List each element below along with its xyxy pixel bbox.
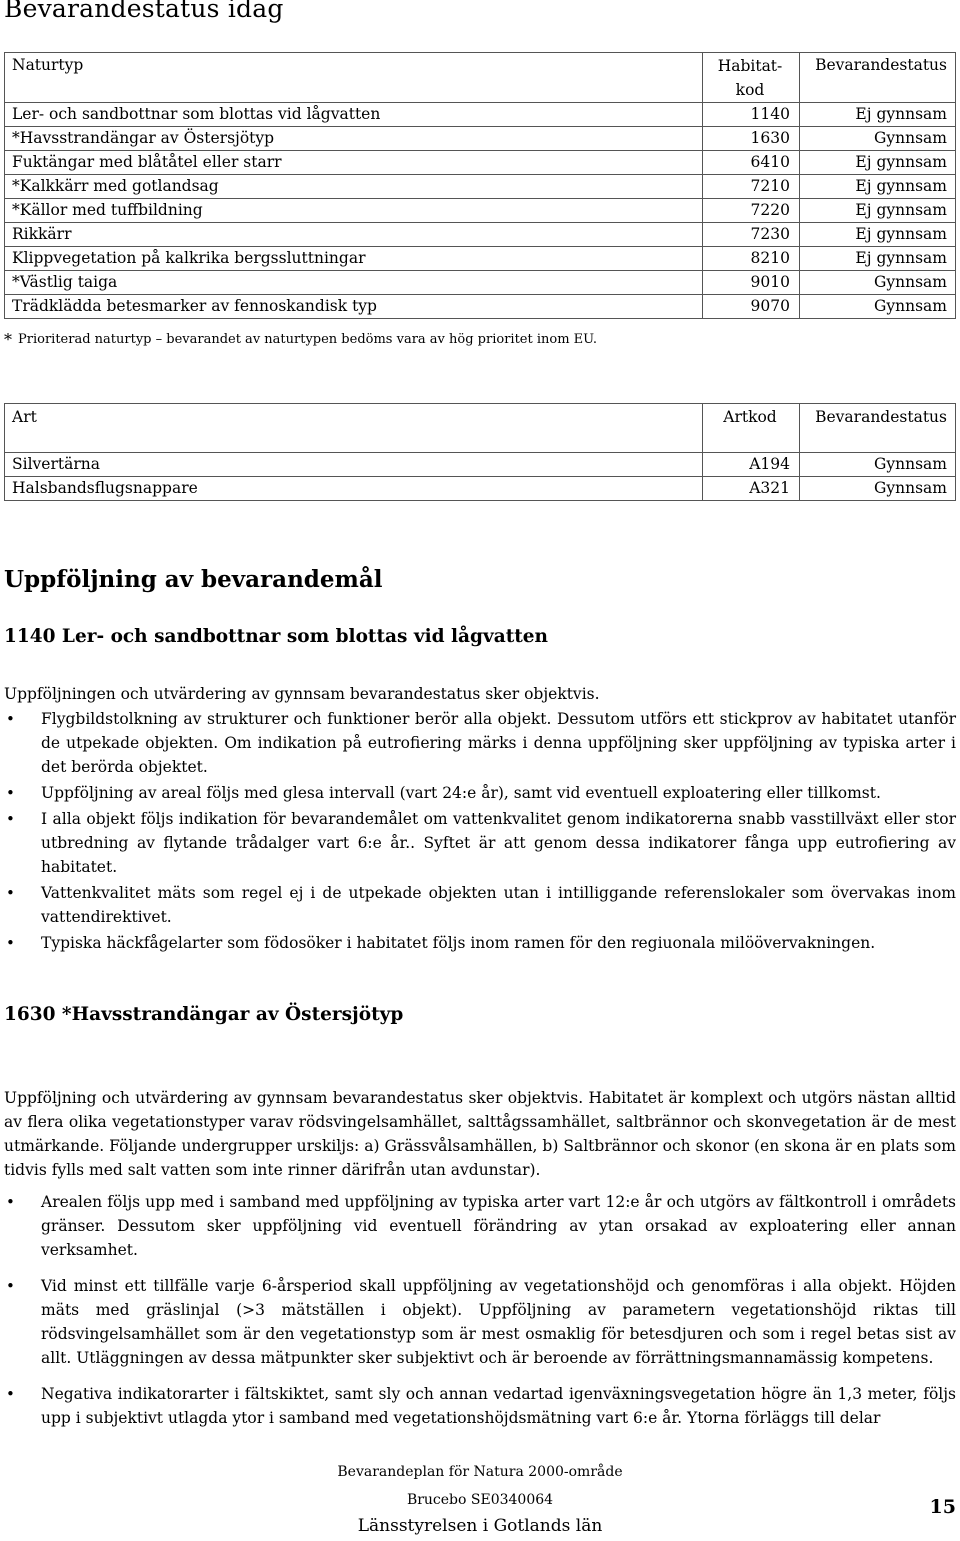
habitat-code-header-text: Habitat-kod: [717, 57, 783, 99]
bullet-list-1140: [0, 707, 956, 955]
cell-type: Rikkärr: [5, 223, 703, 247]
paragraph-1140-intro: Uppföljningen och utvärdering av gynnsam bevarandestatus sker objektvis.: [4, 685, 600, 703]
heading-1140: 1140 Ler- och sandbottnar som blottas vid lågvatten: [4, 626, 549, 647]
cell-code: 1630: [703, 127, 800, 151]
list-item: • Arealen följs upp med i samband med uppföljning av typiska arter vart 12:e år och utgörs av fältkontroll i områdets gränser. Dessutom sker uppföljning vid eventuell förändring av ytan orsakad av exploatering eller annan verksamhet.: [0, 1190, 956, 1262]
table-row: [5, 199, 956, 223]
cell-status: Ej gynnsam: [800, 151, 956, 175]
footer-authority: Länsstyrelsen i Gotlands län: [357, 1516, 603, 1536]
cell-code: 1140: [703, 103, 800, 127]
priority-footnote: [4, 328, 597, 347]
column-header-status: Bevarandestatus: [800, 53, 956, 103]
page-number: 15: [929, 1496, 956, 1518]
cell-type: *Kalkkärr med gotlandsag: [5, 175, 703, 199]
cell-status: Gynnsam: [800, 295, 956, 319]
cell-code: 9010: [703, 271, 800, 295]
heading-1630: 1630 *Havsstrandängar av Östersjötyp: [4, 1004, 404, 1025]
column-header-naturtyp: Naturtyp: [5, 53, 703, 103]
table-row: [5, 477, 956, 501]
cell-status: Ej gynnsam: [800, 199, 956, 223]
cell-status: Gynnsam: [800, 271, 956, 295]
footnote-star: *: [4, 330, 12, 349]
list-item: • Uppföljning av areal följs med glesa intervall (vart 24:e år), samt vid eventuell exploatering eller tillkomst.: [0, 781, 956, 805]
footer-plan-title: Bevarandeplan för Natura 2000-område: [337, 1464, 623, 1480]
table-row: [5, 247, 956, 271]
cell-type: *Källor med tuffbildning: [5, 199, 703, 223]
cell-status: Ej gynnsam: [800, 175, 956, 199]
cell-type: Halsbandsflugsnappare: [5, 477, 703, 501]
column-header-art: Art: [5, 404, 703, 453]
bullet-list-1630: [0, 1190, 956, 1430]
habitat-status-table: [4, 52, 956, 319]
cell-status: Ej gynnsam: [800, 223, 956, 247]
table-row: [5, 127, 956, 151]
cell-status: Ej gynnsam: [800, 247, 956, 271]
cell-code: 7210: [703, 175, 800, 199]
table-header-row: [5, 404, 956, 453]
cell-type: Fuktängar med blåtåtel eller starr: [5, 151, 703, 175]
footnote-text: Prioriterad naturtyp – bevarandet av naturtypen bedöms vara av hög prioritet inom EU.: [18, 332, 598, 347]
cell-status: Gynnsam: [800, 453, 956, 477]
table-row: [5, 223, 956, 247]
cell-code: 7230: [703, 223, 800, 247]
habitat-table-body: [5, 103, 956, 319]
table-row: [5, 453, 956, 477]
cell-code: A194: [703, 453, 800, 477]
list-item: • Typiska häckfågelarter som födosöker i habitatet följs inom ramen för den regiuonala milöövervakningen.: [0, 931, 956, 955]
section-heading-follow-up: Uppföljning av bevarandemål: [4, 566, 383, 593]
cell-code: 9070: [703, 295, 800, 319]
cell-code: 6410: [703, 151, 800, 175]
species-table-body: [5, 453, 956, 501]
cell-status: Gynnsam: [800, 477, 956, 501]
column-header-status: Bevarandestatus: [800, 404, 956, 453]
list-item: • Flygbildstolkning av strukturer och funktioner berör alla objekt. Dessutom utförs ett stickprov av habitatet utanför de utpekade objekten. Om indikation på eutrofiering märks i denna uppföljning sker uppföljning av typiska arter i det berörda objektet.: [0, 707, 956, 779]
species-status-table: [4, 403, 956, 501]
paragraph-1630-intro: Uppföljning och utvärdering av gynnsam bevarandestatus sker objektvis. Habitatet är komplext och utgörs nästan alltid av flera olika vegetationstyper varav rödsvingelsamhället, salttågssamhället, saltbrännor och skonvegetation är de mest utmärkande. Följande undergrupper urskiljs: a) Grässvålsamhällen, b) Saltbrännor och skonor (en skona är en plats som tidvis fylls med salt vatten som inte rinner därifrån utan avdunstar).: [4, 1089, 956, 1179]
cell-type: Ler- och sandbottnar som blottas vid lågvatten: [5, 103, 703, 127]
list-item: • I alla objekt följs indikation för bevarandemålet om vattenkvalitet genom indikatorerna snabb vasstillväxt eller stor utbredning av flytande trådalger vart 6:e år.. Syftet är att genom dessa indikatorer fånga upp eutrofiering av habitatet.: [0, 807, 956, 879]
cell-code: 7220: [703, 199, 800, 223]
cell-code: 8210: [703, 247, 800, 271]
footer-site-code: Brucebo SE0340064: [406, 1492, 554, 1508]
table-header-row: [5, 53, 956, 103]
cell-status: Ej gynnsam: [800, 103, 956, 127]
cell-type: Trädklädda betesmarker av fennoskandisk typ: [5, 295, 703, 319]
table-row: [5, 271, 956, 295]
table-row: [5, 103, 956, 127]
list-item: • Negativa indikatorarter i fältskiktet, samt sly och annan vedartad igenväxningsvegetation högre än 1,3 meter, följs upp i subjektivt utlagda ytor i samband med vegetationshöjdsmätning vart 6:e år. Ytorna förläggs till delar: [0, 1382, 956, 1430]
list-item: • Vattenkvalitet mäts som regel ej i de utpekade objekten utan i intilliggande referenslokaler som övervakas inom vattendirektivet.: [0, 881, 956, 929]
column-header-artkod: Artkod: [703, 404, 800, 453]
column-header-habitat-code: [703, 53, 800, 103]
cell-type: *Västlig taiga: [5, 271, 703, 295]
cell-type: Klippvegetation på kalkrika bergssluttningar: [5, 247, 703, 271]
cell-code: A321: [703, 477, 800, 501]
cell-type: *Havsstrandängar av Östersjötyp: [5, 127, 703, 151]
list-item: • Vid minst ett tillfälle varje 6-årsperiod skall uppföljning av vegetationshöjd och genomföras i alla objekt. Höjden mäts med gräslinjal (>3 mätställen i objekt). Uppföljning av parametern vegetationshöjd riktas till rödsvingelsamhället som är den vegetationstyp som är mest osmaklig för betesdjuren och som i regel betas sist av allt. Utläggningen av dessa mätpunkter sker subjektivt och är beroende av förrättningsmannamässig kompetens.: [0, 1274, 956, 1370]
page-title: Bevarandestatus idag: [4, 0, 284, 23]
cell-type: Silvertärna: [5, 453, 703, 477]
table-row: [5, 151, 956, 175]
table-row: [5, 175, 956, 199]
cell-status: Gynnsam: [800, 127, 956, 151]
table-row: [5, 295, 956, 319]
